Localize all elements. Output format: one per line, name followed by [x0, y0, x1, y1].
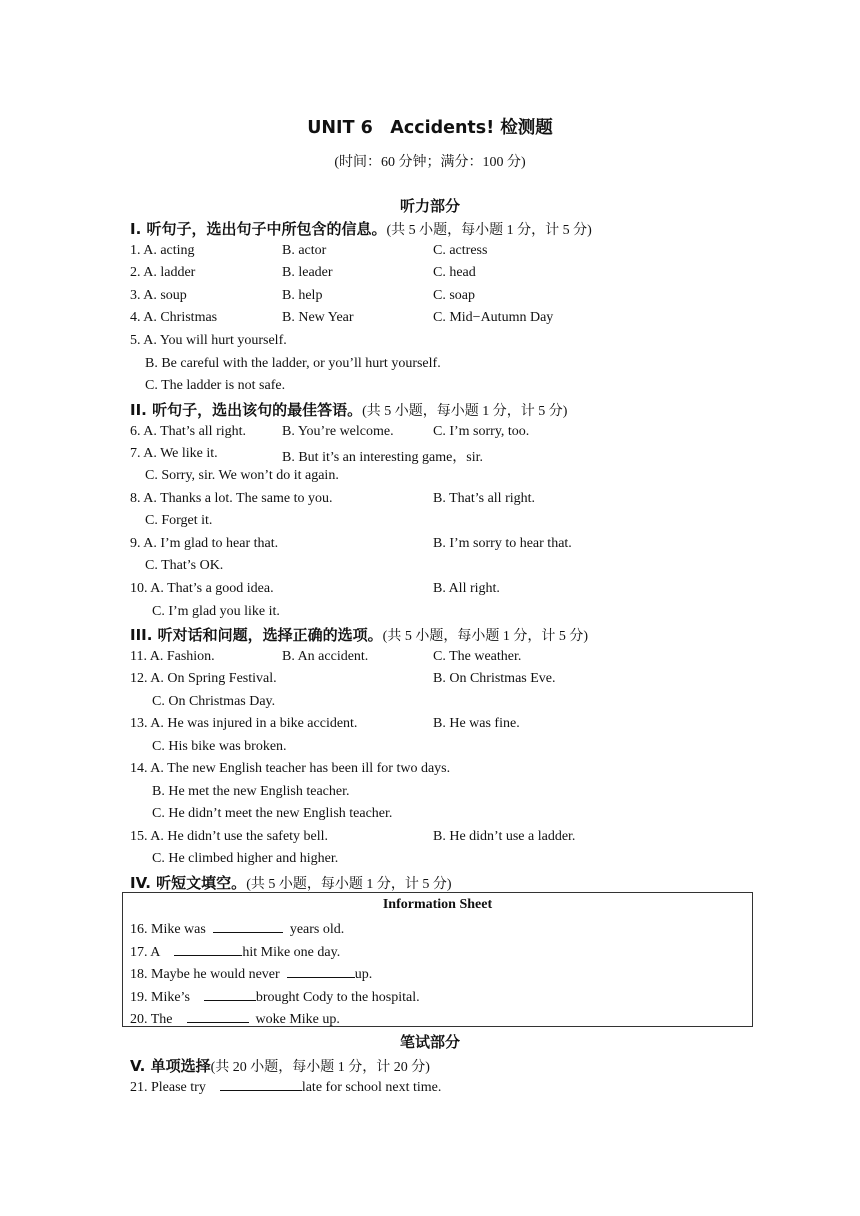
q1-option-a: 1. A. acting	[130, 243, 195, 258]
q17-row	[130, 943, 340, 961]
q9-option-c: C. That’s OK.	[145, 558, 224, 573]
writing-part-heading: 笔试部分	[399, 1033, 460, 1051]
listening-part-heading: 听力部分	[399, 197, 460, 215]
q13-option-c: C. His bike was broken.	[152, 739, 287, 754]
q15-option-c: C. He climbed higher and higher.	[152, 851, 339, 866]
section-5-heading	[130, 1055, 430, 1076]
q4-option-c: C. Mid−Autumn Day	[433, 310, 554, 325]
q1-option-b: B. actor	[282, 243, 327, 258]
q5-option-c: C. The ladder is not safe.	[145, 378, 286, 393]
q17-prefix: 17. A	[130, 945, 161, 960]
q21-row	[130, 1078, 441, 1096]
q12-option-a: 12. A. On Spring Festival.	[130, 671, 277, 686]
q15-option-a: 15. A. He didn’t use the safety bell.	[130, 829, 329, 844]
information-sheet-title: Information Sheet	[382, 897, 493, 912]
q20-blank[interactable]	[187, 1010, 249, 1023]
q20-row	[130, 1010, 340, 1028]
q21-blank[interactable]	[220, 1078, 302, 1091]
q12-option-b: B. On Christmas Eve.	[433, 671, 556, 686]
q8-option-c: C. Forget it.	[145, 513, 213, 528]
q6-option-a: 6. A. That’s all right.	[130, 424, 247, 439]
q4-option-a: 4. A. Christmas	[130, 310, 218, 325]
q20-prefix: 20. The	[130, 1012, 173, 1027]
q6-option-b: B. You’re welcome.	[282, 424, 394, 439]
q11-option-c: C. The weather.	[433, 649, 522, 664]
q2-option-a: 2. A. ladder	[130, 265, 196, 280]
q3-option-b: B. help	[282, 288, 323, 303]
q11-option-a: 11. A. Fashion.	[130, 649, 215, 664]
q17-suffix: hit Mike one day.	[242, 945, 341, 960]
q16-prefix: 16. Mike was	[130, 922, 206, 937]
section-1-heading	[130, 218, 592, 239]
q10-option-a: 10. A. That’s a good idea.	[130, 581, 274, 596]
section-1-title: I. 听句子，选出句子中所包含的信息。	[130, 220, 387, 238]
exam-info: (时间：60 分钟；满分：100 分)	[334, 155, 526, 170]
q9-option-a: 9. A. I’m glad to hear that.	[130, 536, 279, 551]
section-1-note: (共 5 小题，每小题 1 分，计 5 分)	[386, 223, 592, 238]
q5-option-a: 5. A. You will hurt yourself.	[130, 333, 287, 348]
q1-option-c: C. actress	[433, 243, 488, 258]
q14-option-b: B. He met the new English teacher.	[152, 784, 350, 799]
q19-prefix: 19. Mike’s	[130, 990, 190, 1005]
page-title: UNIT 6 Accidents! 检测题	[307, 118, 553, 138]
section-3-title: III. 听对话和问题，选择正确的选项。	[130, 626, 383, 644]
q16-blank[interactable]	[213, 920, 283, 933]
q13-option-b: B. He was fine.	[433, 716, 520, 731]
section-2-title: II. 听句子，选出该句的最佳答语。	[130, 401, 363, 419]
q17-blank[interactable]	[174, 943, 242, 956]
q7-option-b: B. But it’s an interesting game，sir.	[282, 450, 484, 465]
section-5-title: V. 单项选择	[130, 1057, 211, 1075]
q14-option-c: C. He didn’t meet the new English teacher.	[152, 806, 393, 821]
q21-prefix: 21. Please try	[130, 1080, 206, 1095]
section-2-heading	[130, 399, 567, 420]
section-4-title: IV. 听短文填空。	[130, 874, 247, 892]
section-3-heading	[130, 624, 588, 645]
q19-blank[interactable]	[204, 988, 256, 1001]
q8-option-b: B. That’s all right.	[433, 491, 536, 506]
q21-suffix: late for school next time.	[301, 1080, 442, 1095]
q15-option-b: B. He didn’t use a ladder.	[433, 829, 576, 844]
q11-option-b: B. An accident.	[282, 649, 369, 664]
q13-option-a: 13. A. He was injured in a bike accident.	[130, 716, 358, 731]
q6-option-c: C. I’m sorry, too.	[433, 424, 530, 439]
q18-suffix: up.	[354, 967, 373, 982]
q7-option-c: C. Sorry, sir. We won’t do it again.	[145, 468, 339, 483]
q19-row	[130, 988, 420, 1006]
q2-option-b: B. leader	[282, 265, 333, 280]
q10-option-b: B. All right.	[433, 581, 500, 596]
q18-row	[130, 965, 372, 983]
q18-prefix: 18. Maybe he would never	[130, 967, 280, 982]
q9-option-b: B. I’m sorry to hear that.	[433, 536, 572, 551]
q3-option-a: 3. A. soup	[130, 288, 187, 303]
q14-option-a: 14. A. The new English teacher has been ill for two days.	[130, 761, 451, 776]
q10-option-c: C. I’m glad you like it.	[152, 604, 280, 619]
q16-suffix: years old.	[289, 922, 345, 937]
section-5-note: (共 20 小题，每小题 1 分，计 20 分)	[210, 1060, 430, 1075]
section-4-heading	[130, 872, 452, 893]
q7-option-a: 7. A. We like it.	[130, 446, 218, 461]
q19-suffix: brought Cody to the hospital.	[255, 990, 420, 1005]
section-4-note: (共 5 小题，每小题 1 分，计 5 分)	[246, 877, 452, 892]
q20-suffix: woke Mike up.	[255, 1012, 340, 1027]
q2-option-c: C. head	[433, 265, 476, 280]
q5-option-b: B. Be careful with the ladder, or you’ll hurt yourself.	[145, 356, 441, 371]
section-2-note: (共 5 小题，每小题 1 分，计 5 分)	[362, 404, 568, 419]
q3-option-c: C. soap	[433, 288, 475, 303]
q18-blank[interactable]	[287, 965, 355, 978]
q12-option-c: C. On Christmas Day.	[152, 694, 276, 709]
q16-row	[130, 920, 344, 938]
section-3-note: (共 5 小题，每小题 1 分，计 5 分)	[382, 629, 588, 644]
q4-option-b: B. New Year	[282, 310, 354, 325]
q8-option-a: 8. A. Thanks a lot. The same to you.	[130, 491, 333, 506]
